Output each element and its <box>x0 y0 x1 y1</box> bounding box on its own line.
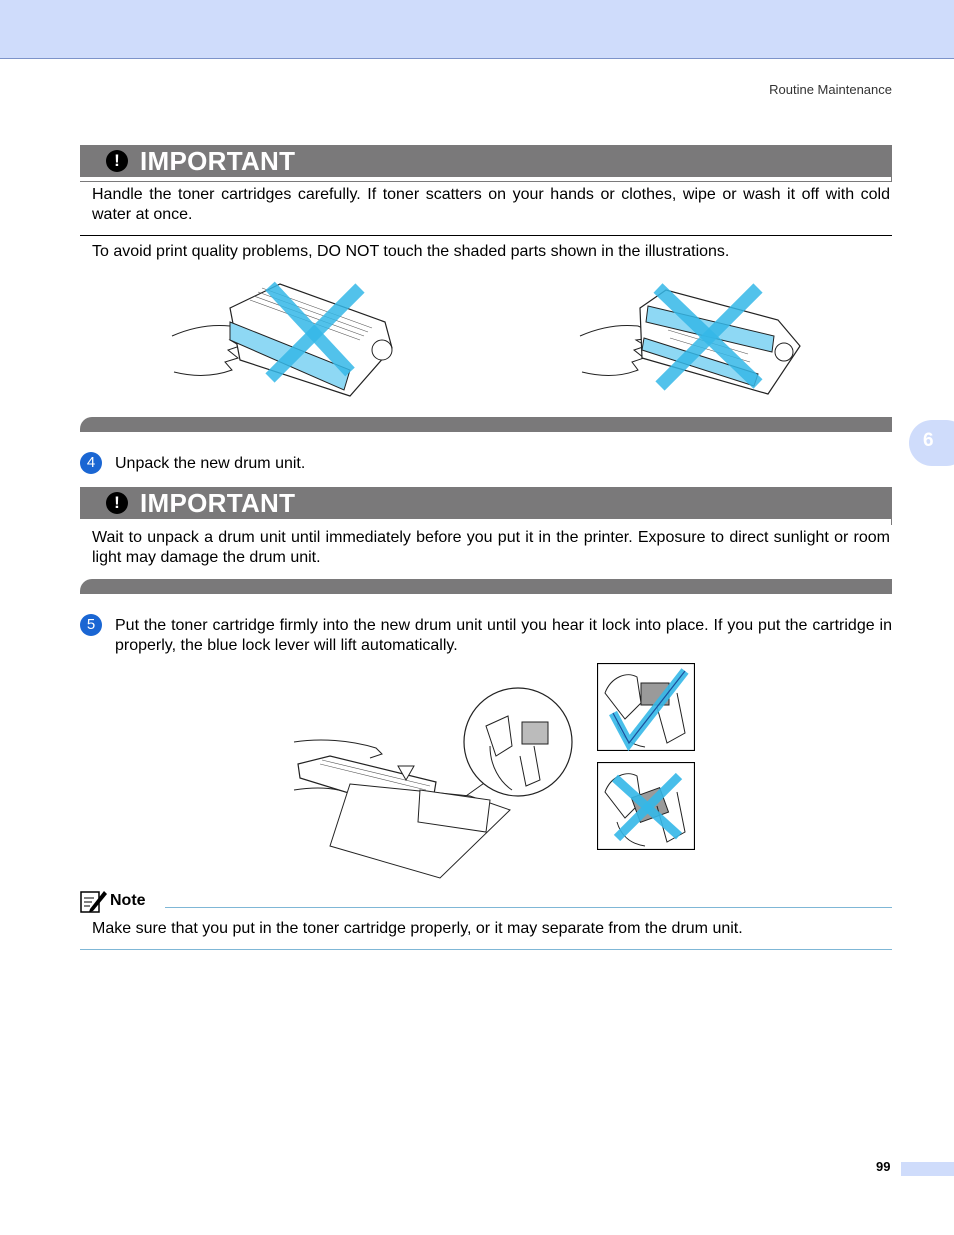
note-bottom-rule <box>80 949 892 950</box>
running-header: Routine Maintenance <box>769 82 892 97</box>
important-paragraph-2: To avoid print quality problems, DO NOT touch the shaded parts shown in the illustrations. <box>92 243 730 260</box>
note-label: Note <box>110 892 146 909</box>
chapter-tab <box>909 420 954 466</box>
insert-cartridge-illustration <box>290 686 590 880</box>
step-4-text: Unpack the new drum unit. <box>115 455 306 472</box>
important-title-1: IMPORTANT <box>140 146 296 176</box>
footer-band <box>901 1162 954 1176</box>
paragraph-divider <box>80 235 892 236</box>
exclamation-icon: ! <box>106 492 128 514</box>
page-number: 99 <box>876 1159 891 1174</box>
top-header-band <box>0 0 954 59</box>
exclamation-icon: ! <box>106 150 128 172</box>
important-edge-2 <box>891 518 892 525</box>
important-header-2 <box>80 487 892 519</box>
important-underline-1 <box>80 181 892 182</box>
step-5-text: Put the toner cartridge firmly into the new drum unit until you hear it lock into place. If you put the cartridge in properly, the blue lock lever will lift automatically. <box>115 617 892 654</box>
drum-unit-illustration <box>578 280 804 398</box>
important-header-1 <box>80 145 892 177</box>
step-5-number: 5 <box>80 614 102 636</box>
important-footer-bar-1 <box>80 417 892 432</box>
chapter-number: 6 <box>923 430 934 451</box>
correct-position-inset <box>597 663 695 751</box>
incorrect-position-inset <box>597 762 695 850</box>
important-footer-bar-2 <box>80 579 892 594</box>
toner-cartridge-illustration <box>170 278 400 400</box>
note-text: Make sure that you put in the toner cartridge properly, or it may separate from the drum unit. <box>92 920 743 937</box>
note-pencil-icon <box>80 889 108 913</box>
important-title-2: IMPORTANT <box>140 488 296 518</box>
note-top-rule <box>165 907 892 908</box>
important-paragraph-1: Handle the toner cartridges carefully. If toner scatters on your hands or clothes, wipe or wash it off with cold water at once. <box>92 186 890 223</box>
important-paragraph-3: Wait to unpack a drum unit until immediately before you put it in the printer. Exposure to direct sunlight or room light may damage the drum unit. <box>92 529 890 566</box>
important-edge-1 <box>891 176 892 182</box>
step-4-number: 4 <box>80 452 102 474</box>
